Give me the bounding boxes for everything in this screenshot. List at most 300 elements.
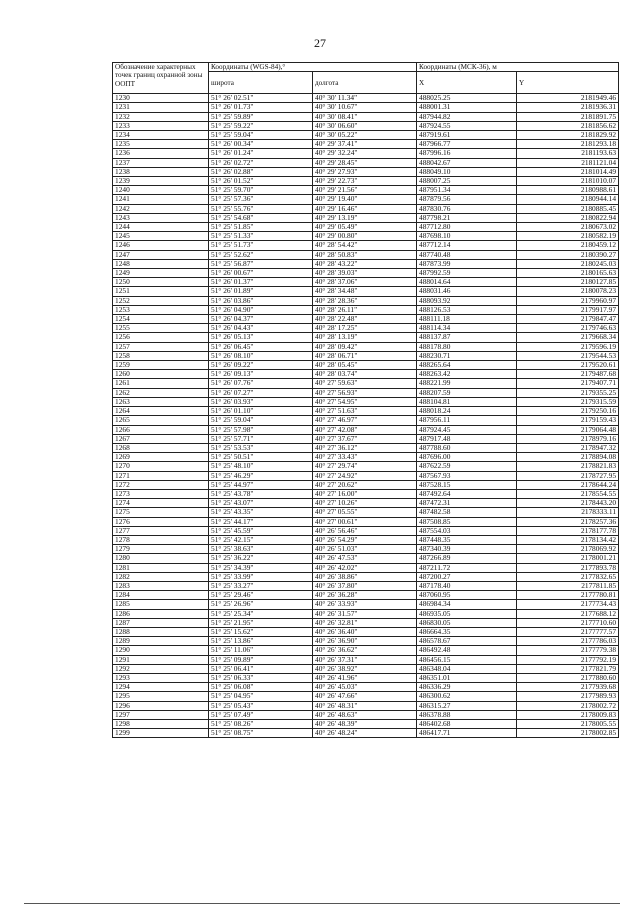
table-row bbox=[113, 637, 619, 646]
longitude-cell: 40° 27' 05.55" bbox=[313, 508, 417, 517]
table-row bbox=[113, 609, 619, 618]
longitude-cell: 40° 26' 36.90" bbox=[313, 637, 417, 646]
longitude-cell: 40° 27' 00.61" bbox=[313, 517, 417, 526]
point-number-cell: 1295 bbox=[113, 692, 209, 701]
x-coordinate-cell: 488014.64 bbox=[417, 278, 517, 287]
table-row bbox=[113, 710, 619, 719]
table-row bbox=[113, 453, 619, 462]
x-coordinate-cell: 488265.64 bbox=[417, 361, 517, 370]
table-row bbox=[113, 232, 619, 241]
latitude-cell: 51° 25' 07.49" bbox=[209, 710, 313, 719]
longitude-cell: 40° 28' 34.48" bbox=[313, 287, 417, 296]
y-coordinate-cell: 2181193.63 bbox=[517, 149, 619, 158]
y-coordinate-cell: 2181010.07 bbox=[517, 177, 619, 186]
point-number-cell: 1293 bbox=[113, 673, 209, 682]
x-coordinate-cell: 488221.99 bbox=[417, 379, 517, 388]
point-number-cell: 1245 bbox=[113, 232, 209, 241]
table-row bbox=[113, 241, 619, 250]
table-row bbox=[113, 655, 619, 664]
point-number-cell: 1285 bbox=[113, 600, 209, 609]
y-coordinate-cell: 2179544.53 bbox=[517, 351, 619, 360]
x-coordinate-cell: 486300.62 bbox=[417, 692, 517, 701]
table-row bbox=[113, 94, 619, 103]
latitude-cell: 51° 26' 01.52" bbox=[209, 177, 313, 186]
table-row bbox=[113, 140, 619, 149]
longitude-cell: 40° 26' 38.86" bbox=[313, 572, 417, 581]
longitude-cell: 40° 26' 36.62" bbox=[313, 646, 417, 655]
table-row bbox=[113, 535, 619, 544]
table-row bbox=[113, 563, 619, 572]
table-header-row bbox=[113, 63, 619, 72]
longitude-cell: 40° 28' 50.83" bbox=[313, 250, 417, 259]
point-number-cell: 1254 bbox=[113, 315, 209, 324]
longitude-cell: 40° 26' 37.80" bbox=[313, 581, 417, 590]
y-coordinate-cell: 2177821.79 bbox=[517, 664, 619, 673]
point-number-cell: 1279 bbox=[113, 545, 209, 554]
point-number-cell: 1289 bbox=[113, 637, 209, 646]
y-coordinate-cell: 2180582.19 bbox=[517, 232, 619, 241]
point-number-cell: 1257 bbox=[113, 342, 209, 351]
longitude-cell: 40° 29' 21.56" bbox=[313, 186, 417, 195]
point-number-cell: 1275 bbox=[113, 508, 209, 517]
x-coordinate-cell: 486935.05 bbox=[417, 609, 517, 618]
header-longitude: долгота bbox=[313, 72, 417, 94]
y-coordinate-cell: 2181829.92 bbox=[517, 131, 619, 140]
y-coordinate-cell: 2179917.97 bbox=[517, 305, 619, 314]
y-coordinate-cell: 2177688.12 bbox=[517, 609, 619, 618]
footer-rule bbox=[24, 903, 620, 904]
y-coordinate-cell: 2180459.12 bbox=[517, 241, 619, 250]
y-coordinate-cell: 2178069.92 bbox=[517, 545, 619, 554]
point-number-cell: 1234 bbox=[113, 131, 209, 140]
longitude-cell: 40° 27' 24.92" bbox=[313, 471, 417, 480]
latitude-cell: 51° 26' 09.22" bbox=[209, 361, 313, 370]
point-number-cell: 1247 bbox=[113, 250, 209, 259]
point-number-cell: 1249 bbox=[113, 269, 209, 278]
point-number-cell: 1260 bbox=[113, 370, 209, 379]
x-coordinate-cell: 486456.15 bbox=[417, 655, 517, 664]
point-number-cell: 1251 bbox=[113, 287, 209, 296]
latitude-cell: 51° 25' 43.78" bbox=[209, 489, 313, 498]
x-coordinate-cell: 487554.03 bbox=[417, 526, 517, 535]
x-coordinate-cell: 488007.25 bbox=[417, 177, 517, 186]
point-number-cell: 1232 bbox=[113, 112, 209, 121]
y-coordinate-cell: 2177939.68 bbox=[517, 683, 619, 692]
x-coordinate-cell: 486492.48 bbox=[417, 646, 517, 655]
table-row bbox=[113, 379, 619, 388]
x-coordinate-cell: 487924.45 bbox=[417, 425, 517, 434]
y-coordinate-cell: 2178333.11 bbox=[517, 508, 619, 517]
point-number-cell: 1269 bbox=[113, 453, 209, 462]
point-number-cell: 1297 bbox=[113, 710, 209, 719]
latitude-cell: 51° 26' 03.86" bbox=[209, 296, 313, 305]
point-number-cell: 1261 bbox=[113, 379, 209, 388]
point-number-cell: 1246 bbox=[113, 241, 209, 250]
x-coordinate-cell: 486578.67 bbox=[417, 637, 517, 646]
table-row bbox=[113, 121, 619, 130]
x-coordinate-cell: 488126.53 bbox=[417, 305, 517, 314]
longitude-cell: 40° 27' 16.00" bbox=[313, 489, 417, 498]
table-row bbox=[113, 223, 619, 232]
y-coordinate-cell: 2180988.61 bbox=[517, 186, 619, 195]
latitude-cell: 51° 25' 45.59" bbox=[209, 526, 313, 535]
longitude-cell: 40° 29' 19.40" bbox=[313, 195, 417, 204]
point-number-cell: 1240 bbox=[113, 186, 209, 195]
y-coordinate-cell: 2180245.03 bbox=[517, 259, 619, 268]
point-number-cell: 1235 bbox=[113, 140, 209, 149]
latitude-cell: 51° 25' 55.76" bbox=[209, 204, 313, 213]
x-coordinate-cell: 486348.04 bbox=[417, 664, 517, 673]
latitude-cell: 51° 26' 01.89" bbox=[209, 287, 313, 296]
longitude-cell: 40° 26' 47.53" bbox=[313, 554, 417, 563]
x-coordinate-cell: 486664.35 bbox=[417, 627, 517, 636]
table-row bbox=[113, 149, 619, 158]
header-y: Y bbox=[517, 72, 619, 94]
latitude-cell: 51° 25' 04.95" bbox=[209, 692, 313, 701]
latitude-cell: 51° 25' 06.08" bbox=[209, 683, 313, 692]
y-coordinate-cell: 2181949.46 bbox=[517, 94, 619, 103]
y-coordinate-cell: 2181856.62 bbox=[517, 121, 619, 130]
point-number-cell: 1296 bbox=[113, 701, 209, 710]
x-coordinate-cell: 487798.21 bbox=[417, 213, 517, 222]
table-row bbox=[113, 499, 619, 508]
x-coordinate-cell: 487996.16 bbox=[417, 149, 517, 158]
longitude-cell: 40° 26' 32.81" bbox=[313, 618, 417, 627]
point-number-cell: 1250 bbox=[113, 278, 209, 287]
point-number-cell: 1263 bbox=[113, 397, 209, 406]
y-coordinate-cell: 2180822.94 bbox=[517, 213, 619, 222]
x-coordinate-cell: 487992.59 bbox=[417, 269, 517, 278]
longitude-cell: 40° 26' 56.46" bbox=[313, 526, 417, 535]
table-row bbox=[113, 729, 619, 738]
latitude-cell: 51° 26' 01.73" bbox=[209, 103, 313, 112]
latitude-cell: 51° 25' 34.39" bbox=[209, 563, 313, 572]
y-coordinate-cell: 2178947.32 bbox=[517, 443, 619, 452]
x-coordinate-cell: 487508.85 bbox=[417, 517, 517, 526]
point-number-cell: 1271 bbox=[113, 471, 209, 480]
x-coordinate-cell: 487919.61 bbox=[417, 131, 517, 140]
x-coordinate-cell: 487211.72 bbox=[417, 563, 517, 572]
x-coordinate-cell: 487178.40 bbox=[417, 581, 517, 590]
latitude-cell: 51° 25' 48.10" bbox=[209, 462, 313, 471]
table-row bbox=[113, 112, 619, 121]
latitude-cell: 51° 26' 01.24" bbox=[209, 149, 313, 158]
longitude-cell: 40° 28' 54.42" bbox=[313, 241, 417, 250]
y-coordinate-cell: 2181121.04 bbox=[517, 158, 619, 167]
latitude-cell: 51° 25' 52.62" bbox=[209, 250, 313, 259]
table-row bbox=[113, 416, 619, 425]
longitude-cell: 40° 29' 32.24" bbox=[313, 149, 417, 158]
y-coordinate-cell: 2177780.81 bbox=[517, 591, 619, 600]
point-number-cell: 1299 bbox=[113, 729, 209, 738]
latitude-cell: 51° 25' 56.87" bbox=[209, 259, 313, 268]
longitude-cell: 40° 29' 16.46" bbox=[313, 204, 417, 213]
longitude-cell: 40° 29' 05.49" bbox=[313, 223, 417, 232]
y-coordinate-cell: 2177832.65 bbox=[517, 572, 619, 581]
point-number-cell: 1266 bbox=[113, 425, 209, 434]
latitude-cell: 51° 26' 09.13" bbox=[209, 370, 313, 379]
longitude-cell: 40° 26' 36.40" bbox=[313, 627, 417, 636]
longitude-cell: 40° 28' 13.19" bbox=[313, 333, 417, 342]
point-number-cell: 1270 bbox=[113, 462, 209, 471]
point-number-cell: 1292 bbox=[113, 664, 209, 673]
longitude-cell: 40° 26' 37.31" bbox=[313, 655, 417, 664]
x-coordinate-cell: 487696.00 bbox=[417, 453, 517, 462]
y-coordinate-cell: 2180165.63 bbox=[517, 269, 619, 278]
table-row bbox=[113, 646, 619, 655]
y-coordinate-cell: 2178001.21 bbox=[517, 554, 619, 563]
point-number-cell: 1298 bbox=[113, 720, 209, 729]
latitude-cell: 51° 25' 43.07" bbox=[209, 499, 313, 508]
table-row bbox=[113, 195, 619, 204]
point-number-cell: 1273 bbox=[113, 489, 209, 498]
longitude-cell: 40° 28' 06.71" bbox=[313, 351, 417, 360]
x-coordinate-cell: 487944.82 bbox=[417, 112, 517, 121]
latitude-cell: 51° 25' 11.06" bbox=[209, 646, 313, 655]
longitude-cell: 40° 29' 27.93" bbox=[313, 167, 417, 176]
latitude-cell: 51° 25' 25.34" bbox=[209, 609, 313, 618]
table-row bbox=[113, 158, 619, 167]
y-coordinate-cell: 2177779.38 bbox=[517, 646, 619, 655]
latitude-cell: 51° 25' 33.99" bbox=[209, 572, 313, 581]
x-coordinate-cell: 487966.77 bbox=[417, 140, 517, 149]
latitude-cell: 51° 25' 42.15" bbox=[209, 535, 313, 544]
table-body bbox=[113, 94, 619, 738]
latitude-cell: 51° 26' 04.43" bbox=[209, 324, 313, 333]
point-number-cell: 1288 bbox=[113, 627, 209, 636]
table-row bbox=[113, 388, 619, 397]
y-coordinate-cell: 2178894.08 bbox=[517, 453, 619, 462]
x-coordinate-cell: 487622.59 bbox=[417, 462, 517, 471]
point-number-cell: 1242 bbox=[113, 204, 209, 213]
latitude-cell: 51° 25' 51.73" bbox=[209, 241, 313, 250]
latitude-cell: 51° 25' 59.89" bbox=[209, 112, 313, 121]
table-row bbox=[113, 572, 619, 581]
table-row bbox=[113, 591, 619, 600]
longitude-cell: 40° 30' 06.60" bbox=[313, 121, 417, 130]
x-coordinate-cell: 487788.60 bbox=[417, 443, 517, 452]
longitude-cell: 40° 28' 03.74" bbox=[313, 370, 417, 379]
x-coordinate-cell: 487873.99 bbox=[417, 259, 517, 268]
latitude-cell: 51° 26' 04.37" bbox=[209, 315, 313, 324]
y-coordinate-cell: 2179315.59 bbox=[517, 397, 619, 406]
y-coordinate-cell: 2179520.61 bbox=[517, 361, 619, 370]
longitude-cell: 40° 27' 59.63" bbox=[313, 379, 417, 388]
table-row bbox=[113, 471, 619, 480]
table-row bbox=[113, 407, 619, 416]
latitude-cell: 51° 25' 51.85" bbox=[209, 223, 313, 232]
table-row bbox=[113, 287, 619, 296]
x-coordinate-cell: 487200.27 bbox=[417, 572, 517, 581]
longitude-cell: 40° 28' 37.06" bbox=[313, 278, 417, 287]
x-coordinate-cell: 488178.80 bbox=[417, 342, 517, 351]
x-coordinate-cell: 488042.67 bbox=[417, 158, 517, 167]
longitude-cell: 40° 29' 28.45" bbox=[313, 158, 417, 167]
latitude-cell: 51° 25' 08.26" bbox=[209, 720, 313, 729]
point-number-cell: 1236 bbox=[113, 149, 209, 158]
y-coordinate-cell: 2179355.25 bbox=[517, 388, 619, 397]
x-coordinate-cell: 488093.92 bbox=[417, 296, 517, 305]
x-coordinate-cell: 487492.64 bbox=[417, 489, 517, 498]
x-coordinate-cell: 487712.80 bbox=[417, 223, 517, 232]
longitude-cell: 40° 26' 33.93" bbox=[313, 600, 417, 609]
latitude-cell: 51° 26' 07.76" bbox=[209, 379, 313, 388]
latitude-cell: 51° 26' 03.93" bbox=[209, 397, 313, 406]
x-coordinate-cell: 486336.29 bbox=[417, 683, 517, 692]
longitude-cell: 40° 30' 11.34" bbox=[313, 94, 417, 103]
header-point-designation: Обозначение характерных точек границ охранной зоны ООПТ bbox=[113, 63, 209, 94]
latitude-cell: 51° 26' 01.10" bbox=[209, 407, 313, 416]
table-row bbox=[113, 333, 619, 342]
longitude-cell: 40° 30' 10.67" bbox=[313, 103, 417, 112]
longitude-cell: 40° 26' 41.96" bbox=[313, 673, 417, 682]
longitude-cell: 40° 29' 13.19" bbox=[313, 213, 417, 222]
longitude-cell: 40° 28' 22.48" bbox=[313, 315, 417, 324]
y-coordinate-cell: 2177989.93 bbox=[517, 692, 619, 701]
table-row bbox=[113, 508, 619, 517]
table-row bbox=[113, 443, 619, 452]
latitude-cell: 51° 26' 02.51" bbox=[209, 94, 313, 103]
point-number-cell: 1233 bbox=[113, 121, 209, 130]
x-coordinate-cell: 488263.42 bbox=[417, 370, 517, 379]
point-number-cell: 1277 bbox=[113, 526, 209, 535]
y-coordinate-cell: 2178727.95 bbox=[517, 471, 619, 480]
header-msk36: Координаты (МСК-36), м bbox=[417, 63, 619, 72]
y-coordinate-cell: 2179596.19 bbox=[517, 342, 619, 351]
y-coordinate-cell: 2180390.27 bbox=[517, 250, 619, 259]
point-number-cell: 1238 bbox=[113, 167, 209, 176]
longitude-cell: 40° 27' 37.67" bbox=[313, 434, 417, 443]
longitude-cell: 40° 28' 17.25" bbox=[313, 324, 417, 333]
y-coordinate-cell: 2178177.78 bbox=[517, 526, 619, 535]
y-coordinate-cell: 2179159.43 bbox=[517, 416, 619, 425]
table-row bbox=[113, 315, 619, 324]
latitude-cell: 51° 25' 43.35" bbox=[209, 508, 313, 517]
point-number-cell: 1262 bbox=[113, 388, 209, 397]
point-number-cell: 1265 bbox=[113, 416, 209, 425]
x-coordinate-cell: 487917.48 bbox=[417, 434, 517, 443]
y-coordinate-cell: 2177880.60 bbox=[517, 673, 619, 682]
page-number: 27 bbox=[314, 36, 326, 50]
x-coordinate-cell: 487712.14 bbox=[417, 241, 517, 250]
latitude-cell: 51° 25' 59.04" bbox=[209, 416, 313, 425]
latitude-cell: 51° 26' 02.88" bbox=[209, 167, 313, 176]
y-coordinate-cell: 2179250.16 bbox=[517, 407, 619, 416]
x-coordinate-cell: 487740.48 bbox=[417, 250, 517, 259]
x-coordinate-cell: 487956.11 bbox=[417, 416, 517, 425]
latitude-cell: 51° 25' 44.97" bbox=[209, 480, 313, 489]
table-row bbox=[113, 683, 619, 692]
x-coordinate-cell: 487567.93 bbox=[417, 471, 517, 480]
point-number-cell: 1253 bbox=[113, 305, 209, 314]
table-row bbox=[113, 554, 619, 563]
latitude-cell: 51° 25' 29.46" bbox=[209, 591, 313, 600]
y-coordinate-cell: 2178002.72 bbox=[517, 701, 619, 710]
x-coordinate-cell: 487698.10 bbox=[417, 232, 517, 241]
y-coordinate-cell: 2179746.63 bbox=[517, 324, 619, 333]
x-coordinate-cell: 487528.15 bbox=[417, 480, 517, 489]
latitude-cell: 51° 26' 07.27" bbox=[209, 388, 313, 397]
y-coordinate-cell: 2177811.85 bbox=[517, 581, 619, 590]
x-coordinate-cell: 488025.25 bbox=[417, 94, 517, 103]
x-coordinate-cell: 486417.71 bbox=[417, 729, 517, 738]
latitude-cell: 51° 26' 01.37" bbox=[209, 278, 313, 287]
longitude-cell: 40° 26' 47.66" bbox=[313, 692, 417, 701]
y-coordinate-cell: 2180944.14 bbox=[517, 195, 619, 204]
point-number-cell: 1291 bbox=[113, 655, 209, 664]
y-coordinate-cell: 2177786.03 bbox=[517, 637, 619, 646]
point-number-cell: 1256 bbox=[113, 333, 209, 342]
latitude-cell: 51° 25' 05.43" bbox=[209, 701, 313, 710]
table-row bbox=[113, 296, 619, 305]
table-row bbox=[113, 581, 619, 590]
longitude-cell: 40° 26' 38.92" bbox=[313, 664, 417, 673]
y-coordinate-cell: 2178005.55 bbox=[517, 720, 619, 729]
x-coordinate-cell: 487340.39 bbox=[417, 545, 517, 554]
latitude-cell: 51° 26' 00.67" bbox=[209, 269, 313, 278]
table-row bbox=[113, 351, 619, 360]
x-coordinate-cell: 486984.34 bbox=[417, 600, 517, 609]
table-row bbox=[113, 517, 619, 526]
latitude-cell: 51° 25' 59.70" bbox=[209, 186, 313, 195]
x-coordinate-cell: 488001.31 bbox=[417, 103, 517, 112]
point-number-cell: 1230 bbox=[113, 94, 209, 103]
y-coordinate-cell: 2178257.36 bbox=[517, 517, 619, 526]
x-coordinate-cell: 486315.27 bbox=[417, 701, 517, 710]
longitude-cell: 40° 28' 43.22" bbox=[313, 259, 417, 268]
latitude-cell: 51° 26' 02.72" bbox=[209, 158, 313, 167]
longitude-cell: 40° 29' 37.41" bbox=[313, 140, 417, 149]
y-coordinate-cell: 2180078.23 bbox=[517, 287, 619, 296]
table-row bbox=[113, 489, 619, 498]
point-number-cell: 1259 bbox=[113, 361, 209, 370]
longitude-cell: 40° 27' 42.08" bbox=[313, 425, 417, 434]
latitude-cell: 51° 25' 06.33" bbox=[209, 673, 313, 682]
latitude-cell: 51° 25' 59.04" bbox=[209, 131, 313, 140]
x-coordinate-cell: 488018.24 bbox=[417, 407, 517, 416]
x-coordinate-cell: 488207.59 bbox=[417, 388, 517, 397]
latitude-cell: 51° 25' 51.33" bbox=[209, 232, 313, 241]
y-coordinate-cell: 2179407.71 bbox=[517, 379, 619, 388]
longitude-cell: 40° 26' 54.29" bbox=[313, 535, 417, 544]
header-latitude: широта bbox=[209, 72, 313, 94]
longitude-cell: 40° 26' 48.24" bbox=[313, 729, 417, 738]
table-row bbox=[113, 259, 619, 268]
point-number-cell: 1268 bbox=[113, 443, 209, 452]
latitude-cell: 51° 25' 53.53" bbox=[209, 443, 313, 452]
y-coordinate-cell: 2177710.60 bbox=[517, 618, 619, 627]
longitude-cell: 40° 30' 05.22" bbox=[313, 131, 417, 140]
point-number-cell: 1243 bbox=[113, 213, 209, 222]
point-number-cell: 1276 bbox=[113, 517, 209, 526]
x-coordinate-cell: 487924.55 bbox=[417, 121, 517, 130]
longitude-cell: 40° 26' 36.28" bbox=[313, 591, 417, 600]
x-coordinate-cell: 487482.58 bbox=[417, 508, 517, 517]
latitude-cell: 51° 25' 13.86" bbox=[209, 637, 313, 646]
latitude-cell: 51° 25' 38.63" bbox=[209, 545, 313, 554]
table-row bbox=[113, 664, 619, 673]
table-row bbox=[113, 618, 619, 627]
table-row bbox=[113, 342, 619, 351]
header-wgs84: Координаты (WGS-84),° bbox=[209, 63, 417, 72]
x-coordinate-cell: 488230.71 bbox=[417, 351, 517, 360]
point-number-cell: 1248 bbox=[113, 259, 209, 268]
table-row bbox=[113, 324, 619, 333]
longitude-cell: 40° 26' 42.02" bbox=[313, 563, 417, 572]
x-coordinate-cell: 488104.81 bbox=[417, 397, 517, 406]
y-coordinate-cell: 2181936.31 bbox=[517, 103, 619, 112]
y-coordinate-cell: 2179487.68 bbox=[517, 370, 619, 379]
